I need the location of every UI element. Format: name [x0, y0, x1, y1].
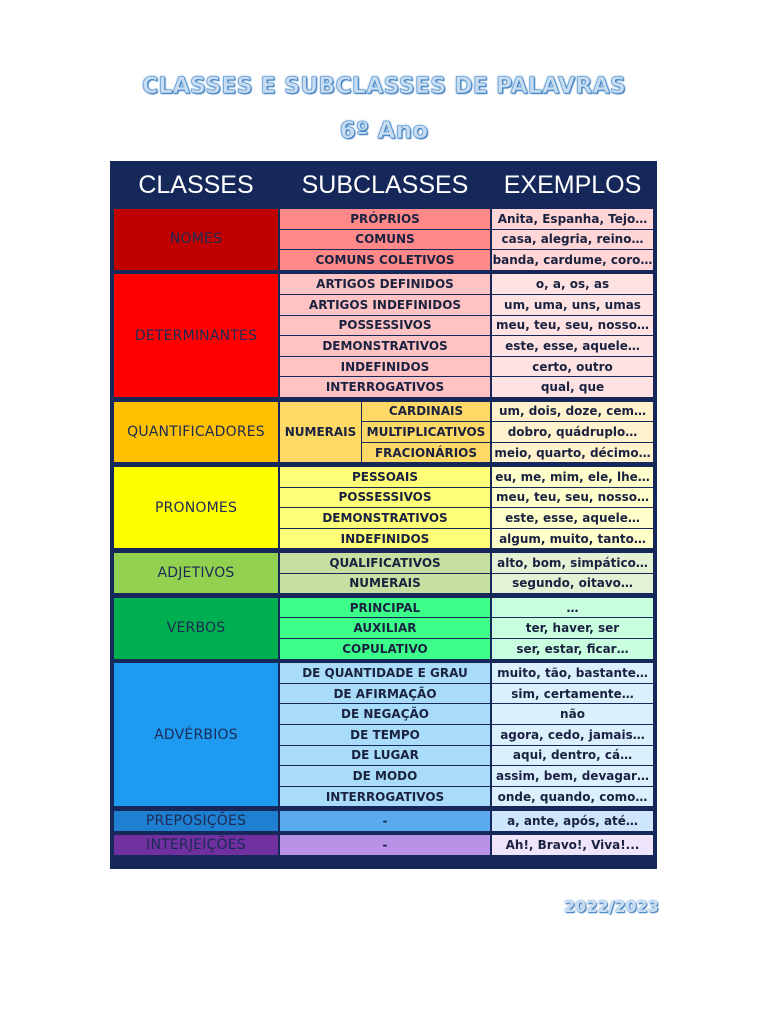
example-cell: eu, me, mim, ele, lhe…: [492, 467, 653, 487]
example-cell: muito, tão, bastante…: [492, 663, 653, 683]
example-cell: meio, quarto, décimo…: [492, 443, 653, 463]
example-cell: algum, muito, tanto…: [492, 529, 653, 549]
subclass-cell: DEMONSTRATIVOS: [280, 336, 490, 356]
subclass-cell: FRACIONÁRIOS: [362, 443, 490, 463]
subclass-cell: INDEFINIDOS: [280, 529, 490, 549]
example-cell: sim, certamente…: [492, 684, 653, 704]
header-classes: CLASSES: [138, 171, 254, 199]
subclass-cell: COMUNS COLETIVOS: [280, 250, 490, 270]
example-cell: aqui, dentro, cá…: [492, 746, 653, 766]
example-cell: a, ante, após, até…: [492, 811, 653, 831]
example-cell: …: [492, 598, 653, 618]
example-cell: ter, haver, ser: [492, 618, 653, 638]
example-cell: meu, teu, seu, nosso…: [492, 488, 653, 508]
example-cell: dobro, quádruplo…: [492, 422, 653, 442]
word-classes-table: [110, 161, 657, 869]
class-cell-adverbios: ADVÉRBIOS: [114, 663, 278, 806]
subclass-cell: ARTIGOS DEFINIDOS: [280, 274, 490, 294]
subclass-cell: -: [280, 811, 490, 831]
subclass-cell: PESSOAIS: [280, 467, 490, 487]
example-cell: Ah!, Bravo!, Viva!...: [492, 835, 653, 855]
subclass-cell: COPULATIVO: [280, 639, 490, 659]
class-cell-adjetivos: ADJETIVOS: [114, 553, 278, 593]
example-cell: Anita, Espanha, Tejo…: [492, 209, 653, 229]
subclass-cell: PRÓPRIOS: [280, 209, 490, 229]
subclass-cell: INTERROGATIVOS: [280, 377, 490, 397]
subclass-cell: DE LUGAR: [280, 746, 490, 766]
subclass-cell: AUXILIAR: [280, 618, 490, 638]
class-cell-verbos: VERBOS: [114, 598, 278, 659]
subclass-cell: PRINCIPAL: [280, 598, 490, 618]
example-cell: um, uma, uns, umas: [492, 295, 653, 315]
example-cell: este, esse, aquele…: [492, 508, 653, 528]
class-cell-preposicoes: PREPOSIÇÕES: [114, 811, 278, 831]
subclass-cell: INTERROGATIVOS: [280, 787, 490, 807]
example-cell: um, dois, doze, cem…: [492, 402, 653, 422]
class-cell-pronomes: PRONOMES: [114, 467, 278, 548]
example-cell: meu, teu, seu, nosso…: [492, 316, 653, 336]
example-cell: banda, cardume, coro…: [492, 250, 653, 270]
class-cell-interjeicoes: INTERJEIÇÕES: [114, 835, 278, 855]
example-cell: ser, estar, ficar…: [492, 639, 653, 659]
example-cell: o, a, os, as: [492, 274, 653, 294]
class-cell-determinantes: DETERMINANTES: [114, 274, 278, 397]
subclass-cell: -: [280, 835, 490, 855]
document-subtitle: 6º Ano: [339, 118, 429, 144]
subclass-cell: CARDINAIS: [362, 402, 490, 422]
example-cell: certo, outro: [492, 357, 653, 377]
document-title: CLASSES E SUBCLASSES DE PALAVRAS: [141, 74, 627, 99]
example-cell: casa, alegria, reino…: [492, 230, 653, 250]
subclass-cell: NUMERAIS: [280, 574, 490, 594]
subclass-cell: DE AFIRMAÇÃO: [280, 684, 490, 704]
subclass-cell: MULTIPLICATIVOS: [362, 422, 490, 442]
subclass-cell: INDEFINIDOS: [280, 357, 490, 377]
subclass-cell: QUALIFICATIVOS: [280, 553, 490, 573]
example-cell: não: [492, 704, 653, 724]
subclass-cell: ARTIGOS INDEFINIDOS: [280, 295, 490, 315]
subclass-cell: DE QUANTIDADE E GRAU: [280, 663, 490, 683]
example-cell: segundo, oitavo…: [492, 574, 653, 594]
numerais-label: NUMERAIS: [280, 402, 361, 463]
class-cell-quantificadores: QUANTIFICADORES: [114, 402, 278, 463]
example-cell: assim, bem, devagar…: [492, 766, 653, 786]
subclass-cell: DE MODO: [280, 766, 490, 786]
header-subclasses: SUBCLASSES: [301, 171, 469, 199]
subclass-cell: COMUNS: [280, 230, 490, 250]
subclass-cell: DE NEGAÇÃO: [280, 704, 490, 724]
subclass-cell: POSSESSIVOS: [280, 316, 490, 336]
example-cell: qual, que: [492, 377, 653, 397]
subclass-cell: POSSESSIVOS: [280, 488, 490, 508]
example-cell: agora, cedo, jamais…: [492, 725, 653, 745]
example-cell: este, esse, aquele…: [492, 336, 653, 356]
example-cell: onde, quando, como…: [492, 787, 653, 807]
example-cell: alto, bom, simpático…: [492, 553, 653, 573]
school-year: 2022/2023: [564, 897, 659, 916]
subclass-cell: DE TEMPO: [280, 725, 490, 745]
subclass-cell: DEMONSTRATIVOS: [280, 508, 490, 528]
header-examples: EXEMPLOS: [503, 171, 642, 199]
class-cell-nomes: NOMES: [114, 209, 278, 270]
